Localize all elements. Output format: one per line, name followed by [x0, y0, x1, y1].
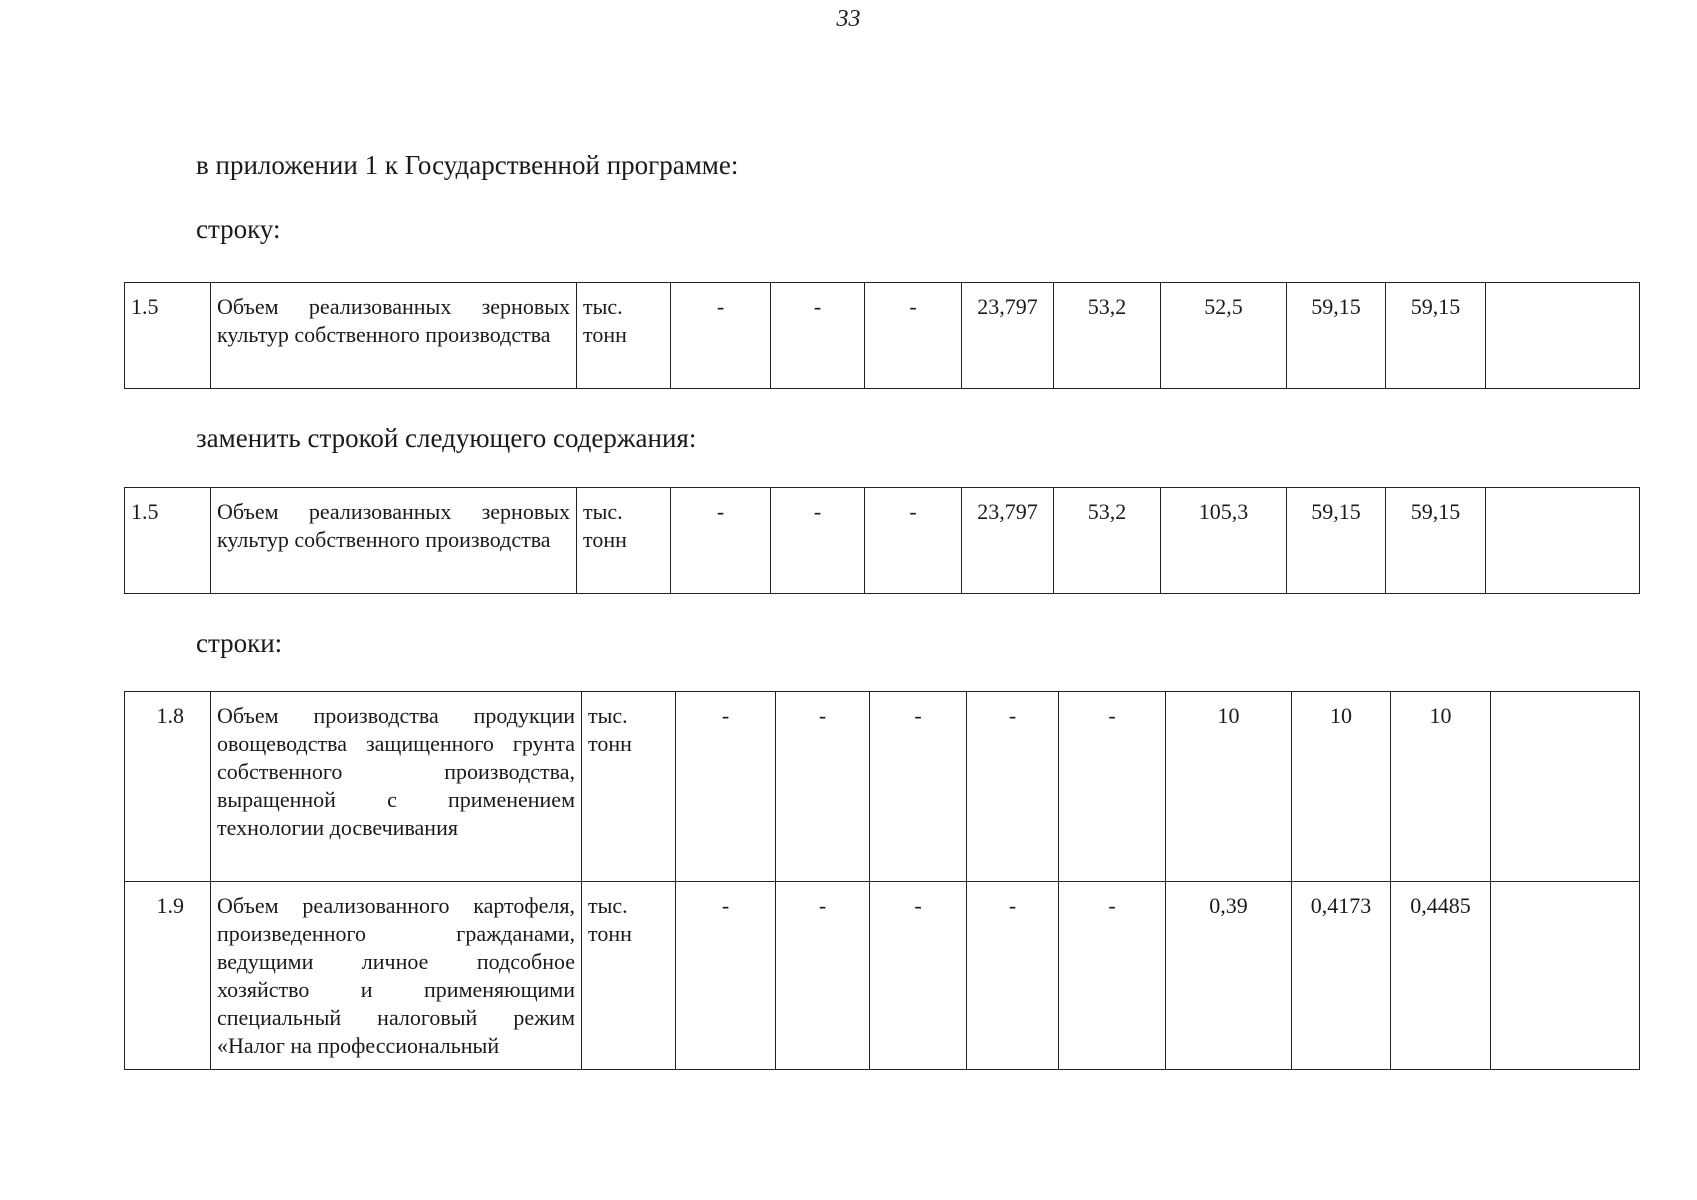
value-cell: 0,4485 [1391, 882, 1491, 1070]
value-cell: - [967, 882, 1059, 1070]
unit-cell: тыс. тонн [582, 692, 676, 882]
row-label: строку: [196, 214, 281, 244]
value-cell: 23,797 [962, 488, 1054, 594]
value-cell: 52,5 [1161, 283, 1287, 389]
unit-cell: тыс. тонн [577, 488, 671, 594]
table-rows [124, 691, 1640, 1070]
value-cell: 10 [1391, 692, 1491, 882]
value-cell: - [870, 692, 967, 882]
row-number: 1.5 [125, 488, 211, 594]
value-cell: 23,797 [962, 283, 1054, 389]
rows-label: строки: [196, 628, 283, 658]
value-cell: 59,15 [1287, 283, 1386, 389]
value-cell: 0,4173 [1292, 882, 1391, 1070]
row-number: 1.5 [125, 283, 211, 389]
value-cell: - [771, 488, 865, 594]
value-cell: - [1059, 882, 1166, 1070]
value-cell: 0,39 [1166, 882, 1292, 1070]
value-cell: 53,2 [1054, 283, 1161, 389]
value-cell: - [671, 283, 771, 389]
value-cell: 53,2 [1054, 488, 1161, 594]
table-row [125, 488, 1640, 594]
table-old-row [124, 282, 1640, 389]
value-cell: - [870, 882, 967, 1070]
value-cell: - [865, 283, 962, 389]
table-new-row [124, 487, 1640, 594]
value-cell: 59,15 [1386, 283, 1486, 389]
value-cell [1486, 283, 1640, 389]
indicator-name: Объем производства продукции овощеводства защищенного грунта собственного производства, выращенной с применением технологии досвечивания [211, 692, 582, 882]
value-cell: - [865, 488, 962, 594]
value-cell: - [776, 882, 870, 1070]
value-cell: 59,15 [1287, 488, 1386, 594]
intro-paragraph: в приложении 1 к Государственной программе: [196, 150, 739, 180]
row-number: 1.8 [125, 692, 211, 882]
value-cell: - [771, 283, 865, 389]
replace-label: заменить строкой следующего содержания: [196, 423, 697, 453]
indicator-name: Объем реализованных зерновых культур собственного производства [211, 283, 577, 389]
value-cell: - [776, 692, 870, 882]
table-row [125, 692, 1640, 882]
value-cell: 105,3 [1161, 488, 1287, 594]
indicator-name: Объем реализованного картофеля, произведенного гражданами, ведущими личное подсобное хозяйство и применяющими специальный налоговый режим «Налог на профессиональный [211, 882, 582, 1070]
value-cell: 59,15 [1386, 488, 1486, 594]
table-row [125, 882, 1640, 1070]
value-cell [1491, 692, 1640, 882]
row-number: 1.9 [125, 882, 211, 1070]
unit-cell: тыс. тонн [582, 882, 676, 1070]
page-number: 33 [836, 6, 861, 32]
value-cell [1486, 488, 1640, 594]
value-cell: - [1059, 692, 1166, 882]
value-cell: - [676, 692, 776, 882]
value-cell: - [671, 488, 771, 594]
unit-cell: тыс. тонн [577, 283, 671, 389]
indicator-name: Объем реализованных зерновых культур собственного производства [211, 488, 577, 594]
value-cell: 10 [1166, 692, 1292, 882]
value-cell: - [676, 882, 776, 1070]
value-cell: - [967, 692, 1059, 882]
table-row [125, 283, 1640, 389]
value-cell [1491, 882, 1640, 1070]
value-cell: 10 [1292, 692, 1391, 882]
